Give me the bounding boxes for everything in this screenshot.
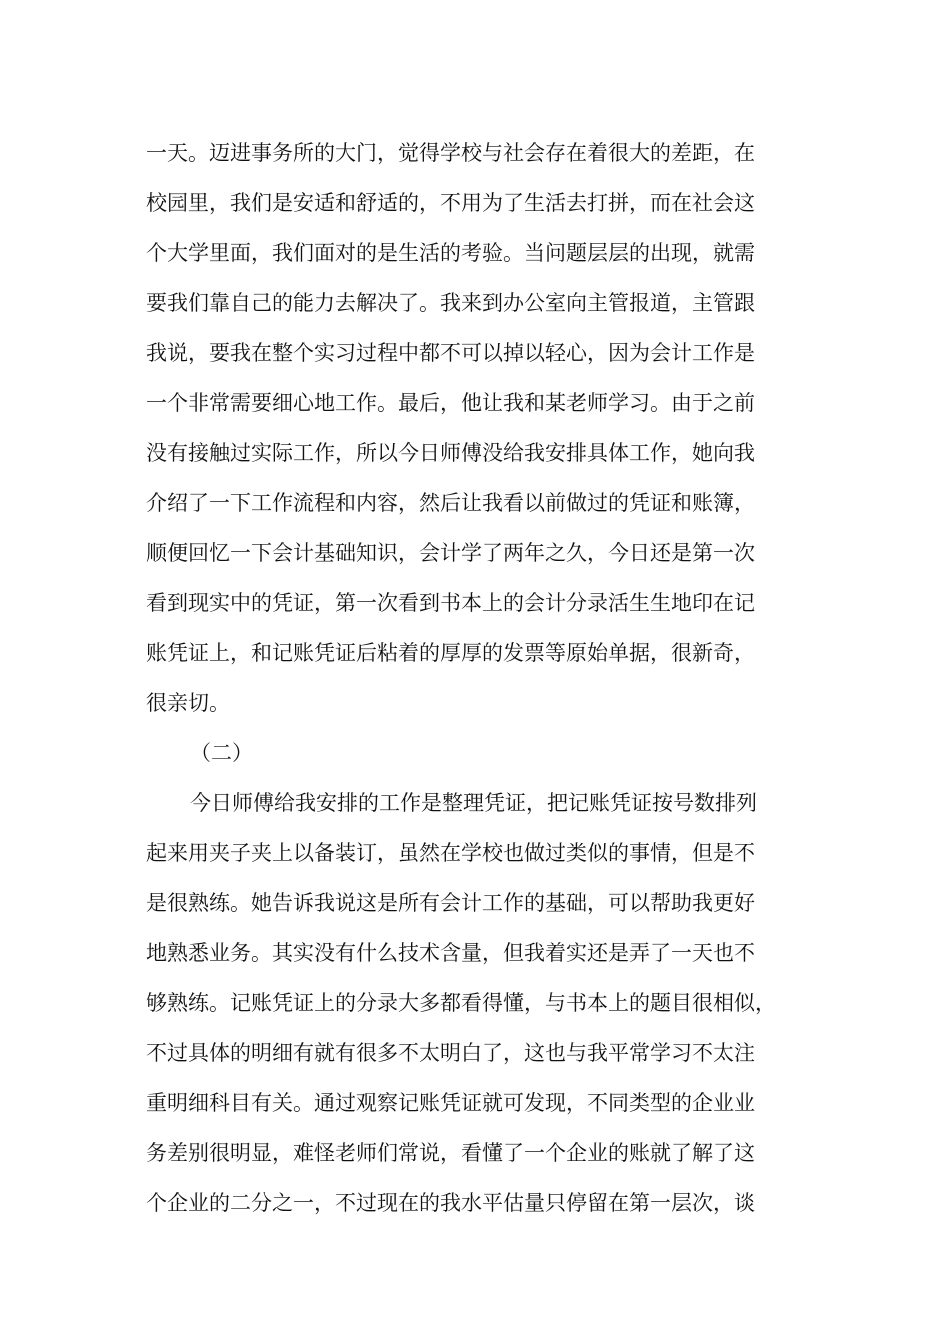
paragraph2-line: 今日师傅给我安排的工作是整理凭证，把记账凭证按号数排列 xyxy=(190,791,757,815)
paragraph1-line: 没有接触过实际工作，所以今日师傅没给我安排具体工作，她向我 xyxy=(146,441,755,465)
section-heading: （二） xyxy=(190,741,253,765)
paragraph1-line: 个大学里面，我们面对的是生活的考验。当问题层层的出现，就需 xyxy=(146,241,755,265)
paragraph1-line: 账凭证上，和记账凭证后粘着的厚厚的发票等原始单据，很新奇， xyxy=(146,641,755,665)
paragraph2-line: 务差别很明显，难怪老师们常说，看懂了一个企业的账就了解了这 xyxy=(146,1141,755,1165)
paragraph2-line: 够熟练。记账凭证上的分录大多都看得懂，与书本上的题目很相似， xyxy=(146,991,776,1015)
paragraph1-line: 要我们靠自己的能力去解决了。我来到办公室向主管报道，主管跟 xyxy=(146,291,755,315)
paragraph1-line: 校园里，我们是安适和舒适的，不用为了生活去打拼，而在社会这 xyxy=(146,191,755,215)
paragraph1-line: 一天。迈进事务所的大门，觉得学校与社会存在着很大的差距，在 xyxy=(146,141,755,165)
paragraph2-line: 不过具体的明细有就有很多不太明白了，这也与我平常学习不太注 xyxy=(146,1041,755,1065)
paragraph1-line: 顺便回忆一下会计基础知识，会计学了两年之久，今日还是第一次 xyxy=(146,541,755,565)
paragraph2-line: 重明细科目有关。通过观察记账凭证就可发现，不同类型的企业业 xyxy=(146,1091,755,1115)
paragraph1-line: 一个非常需要细心地工作。最后，他让我和某老师学习。由于之前 xyxy=(146,391,755,415)
paragraph2-line: 个企业的二分之一，不过现在的我水平估量只停留在第一层次，谈 xyxy=(146,1191,755,1215)
document-body xyxy=(146,128,806,1228)
paragraph1-line: 介绍了一下工作流程和内容，然后让我看以前做过的凭证和账簿， xyxy=(146,491,755,515)
paragraph1-line: 我说，要我在整个实习过程中都不可以掉以轻心，因为会计工作是 xyxy=(146,341,755,365)
paragraph2-line: 地熟悉业务。其实没有什么技术含量，但我着实还是弄了一天也不 xyxy=(146,941,755,965)
paragraph1-line: 很亲切。 xyxy=(146,691,230,715)
paragraph2-line: 起来用夹子夹上以备装订，虽然在学校也做过类似的事情，但是不 xyxy=(146,841,755,865)
paragraph1-line: 看到现实中的凭证，第一次看到书本上的会计分录活生生地印在记 xyxy=(146,591,755,615)
paragraph2-line: 是很熟练。她告诉我说这是所有会计工作的基础，可以帮助我更好 xyxy=(146,891,755,915)
